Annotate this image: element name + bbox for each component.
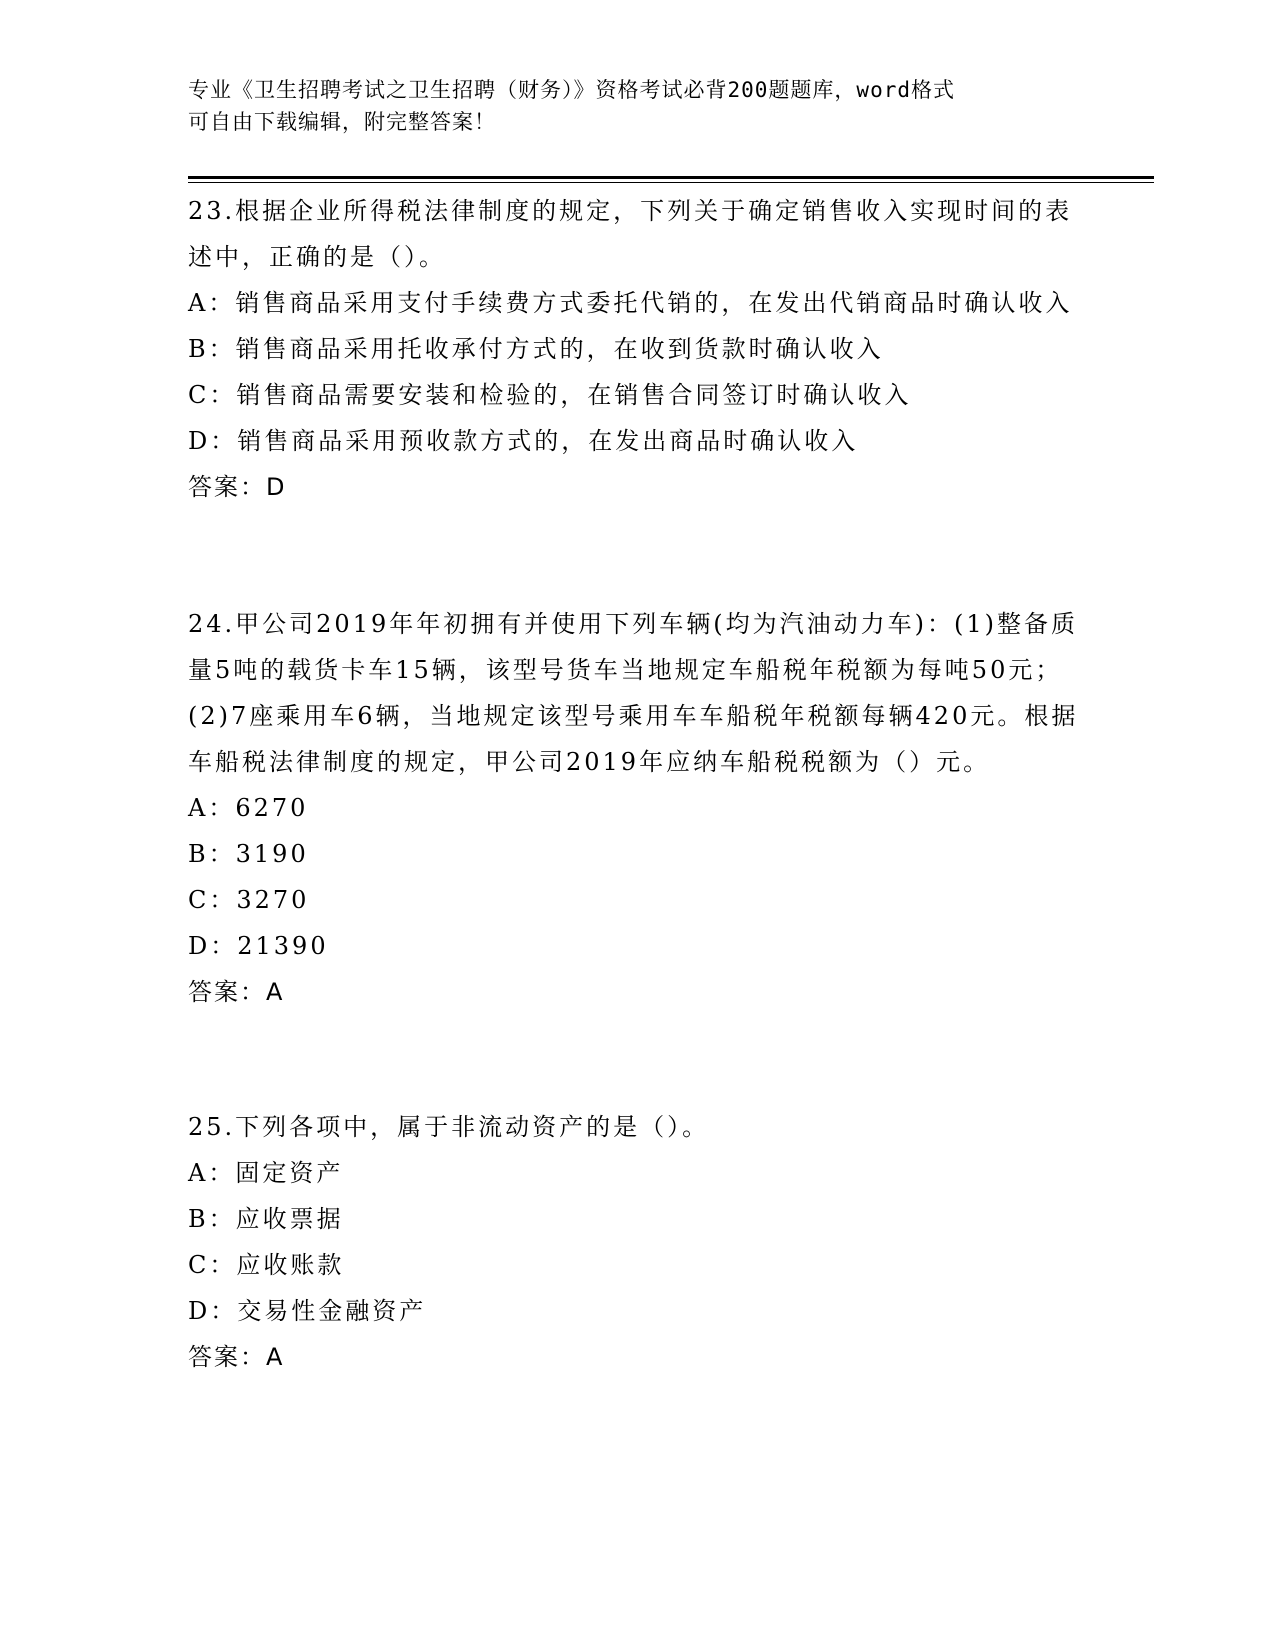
option-b: B：3190 — [188, 840, 309, 868]
header-divider-thick — [188, 176, 1154, 179]
header-divider-thin — [188, 182, 1154, 183]
question-stem: 25.下列各项中，属于非流动资产的是（）。 — [188, 1113, 710, 1141]
option-d: D：21390 — [188, 932, 329, 960]
document-header: 专业《卫生招聘考试之卫生招聘（财务）》资格考试必背200题题库，word格式 可自由下载编辑，附完整答案！ — [188, 78, 955, 134]
question-24 — [188, 601, 1088, 1015]
option-d: D：销售商品采用预收款方式的，在发出商品时确认收入 — [188, 427, 859, 455]
question-23 — [188, 188, 1088, 510]
option-a: A：销售商品采用支付手续费方式委托代销的，在发出代销商品时确认收入 — [188, 289, 1073, 317]
option-c: C：销售商品需要安装和检验的，在销售合同签订时确认收入 — [188, 381, 912, 409]
question-stem: 24.甲公司2019年年初拥有并使用下列车辆(均为汽油动力车)：(1)整备质量5吨的载货卡车15辆，该型号货车当地规定车船税年税额为每吨50元；(2)7座乘用车6辆，当地规定该型号乘用车车船税年税额每辆420元。根据车船税法律制度的规定，甲公司2019年应纳车船税税额为（）元。 — [188, 610, 1079, 776]
option-a: A：6270 — [188, 794, 309, 822]
question-stem: 23.根据企业所得税法律制度的规定，下列关于确定销售收入实现时间的表述中，正确的是（）。 — [188, 197, 1073, 271]
option-c: C：3270 — [188, 886, 310, 914]
option-a: A：固定资产 — [188, 1159, 344, 1187]
answer-label: 答案：A — [188, 978, 285, 1006]
option-d: D：交易性金融资产 — [188, 1297, 427, 1325]
answer-label: 答案：D — [188, 473, 287, 501]
option-b: B：应收票据 — [188, 1205, 344, 1233]
option-b: B：销售商品采用托收承付方式的，在收到货款时确认收入 — [188, 335, 884, 363]
question-25 — [188, 1104, 1088, 1380]
option-c: C：应收账款 — [188, 1251, 345, 1279]
answer-label: 答案：A — [188, 1343, 285, 1371]
